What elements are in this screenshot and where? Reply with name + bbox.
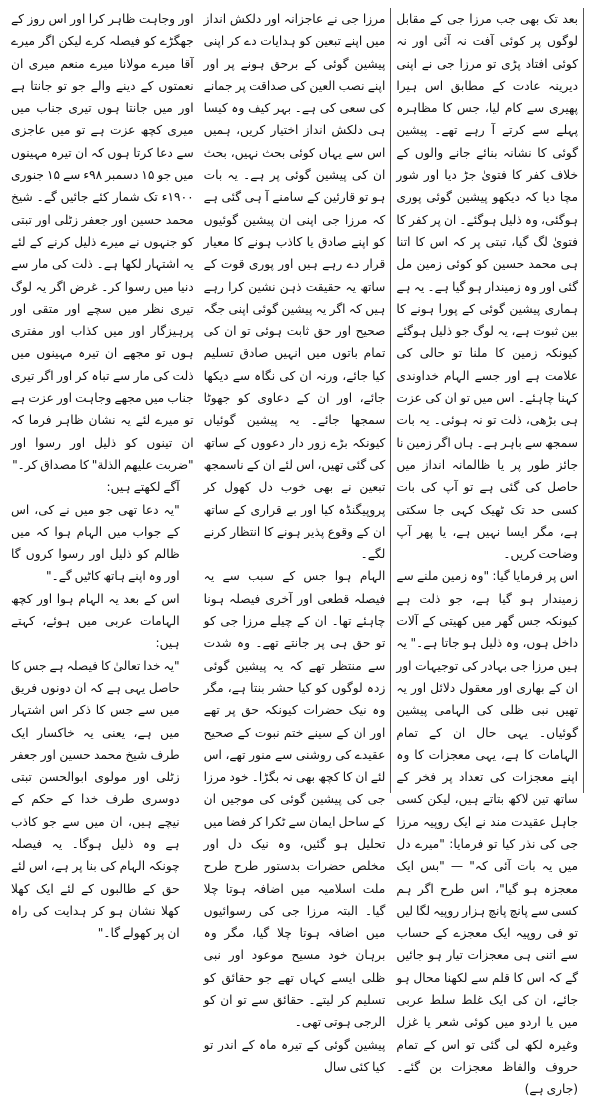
paragraph: اس کے بعد یہ الہام ہوا اور کچھ الہامات عربی میں ہوئے، کہتے ہیں: — [11, 591, 180, 651]
paragraph: اور وجاہت ظاہر کرا اور اس روز کے جھگڑے کو فیصلہ کرے لیکن اگر میرے آقا میرے مولانا میرے منعم میری ان نعمتوں کے دینے والے جو تو جانتا ہے اور میں جانتا ہوں تیری جناب میں میری کچھ عزت ہے تو میں عاجزی سے دعا کرتا ہوں کہ ان تیرہ مہینوں میں جو ۱۵ دسمبر ۹۸ء سے ۱۵ جنوری ۱۹۰۰ء تک شمار کئے جائیں گے۔ شیخ محمد حسین اور جعفر زٹلی اور تبتی کو جنہوں نے میرے ذلیل کرنے کے لئے یہ اشتہار لکھا ہے۔ ذلت کی مار سے دنیا میں رسوا کر۔ غرض اگر یہ لوگ تیری نظر میں سچے اور متقی اور پرہیزگار اور میں کذاب اور مفتری ہوں تو مجھے ان تیرہ مہینوں میں ذلت کی مار سے تباہ کر اور اگر تیری جناب میں مجھے وجاہت اور عزت ہے تو میرے لئے یہ نشان ظاہر فرما کہ ان تینوں کو ذلیل اور رسوا اور "ضربت علیھم الذلة" کا مصداق کر۔" — [11, 12, 194, 472]
paragraph: پیشین گوئی کے تیرہ ماہ کے اندر تو کیا کئی سال — [203, 1037, 386, 1074]
paragraph: بعد تک بھی جب مرزا جی کے مقابل لوگوں پر کوئی آفت نہ آئی اور نہ کوئی افتاد پڑی تو مرزا جی نے اپنی دیرینہ عادت کے مطابق اس ہیرا پھیری سے کام لیا، جس کا مظاہرہ پہلے سے کرتے آ رہے تھے۔ پیشین گوئی کا نشانہ بنائے جانے والوں کے خلاف کفر کا فتویٰ جڑ دیا اور شور مچا دیا کہ دیکھو پیشین گوئی پوری ہوگئی، وہ ذلیل ہوگئے۔ ان پر کفر کا فتویٰ لگ گیا، تبتی پر کہ اس کا اتنا ہی محمد حسین کو کوئی زمین مل گئی اور وہ زمیندار ہو گیا ہے۔ یہ ہے ہماری پیشین گوئی کے پورا ہونے کا بین ثبوت ہے، یہ لوگ جو ذلیل ہوگئے کیونکہ زمین کا ملنا تو حالی کی علامت ہے اور جسے الہام خداوندی کہنا چاہئے۔ اس میں تو ان کی عزت ہی بڑھی، ذلت تو نہ ہوئی۔ یہ بات سمجھ سے باہر ہے۔ ہاں اگر زمین نا جائز طور پر یا ظالمانہ انداز میں حاصل کی گئی ہے تو آپ کی بات کسی حد تک ٹھیک کہی جا سکتی ہے، مگر ایسا نہیں ہے، یا پھر آپ وضاحت کریں۔ — [396, 12, 579, 562]
column-middle — [199, 8, 392, 1074]
paragraph: مرزا جی نے عاجزانہ اور دلکش انداز میں اپنے تبعین کو ہدایات دے کر اپنی پیشین گوئی کے برحق ہونے پر اور اپنے نصب العین کی صداقت پر جمانے کی سعی کی ہے۔ بہر کیف وہ کیسا ہی دلکش انداز اختیار کریں، ہمیں اس سے یہاں کوئی بحث نہیں، بحث ان کی پیشین گوئی پر ہے۔ یہ بات ہو تو قارئین کے سامنے آ ہی گئی ہے کہ مرزا جی اپنی ان پیشین گوئیوں کو اپنے صادق یا کاذب ہونے کا معیار قرار دے رہے ہیں اور پوری قوت کے ساتھ یہ حقیقت ذہن نشین کرا رہے ہیں کہ اگر یہ پیشین گوئی اپنی جگہ صحیح اور حق ثابت ہوئی تو ان کی تمام باتوں میں انہیں صادق تسلیم کیا جائے، ورنہ ان کی نگاہ سے دیکھا جائے، اور ان کے دعاوی کو جھوٹا سمجھا جائے۔ یہ پیشین گوئیاں کیونکہ بڑے زور دار دعووں کے ساتھ کی گئی تھیں، اس لئے ان کے ناسمجھ تبعین نے بھی خوب دل کھول کر پروپیگنڈہ کیا اور بے قراری کے ساتھ ان کے وقوع پذیر ہونے کا انتظار کرنے لگے۔ — [203, 12, 386, 562]
column-left — [391, 8, 584, 1097]
paragraph: اس پر فرمایا گیا: "وہ زمین ملنے سے زمیندار ہو گیا ہے، جو ذلت ہے کیونکہ جس گھر میں کھیتی کے آلات داخل ہوں، وہ ذلیل ہو جاتا ہے۔" یہ ہیں مرزا جی بہادر کی توجیہات اور ان کے بھاری اور معقول دلائل اور یہ تھیں نبی ظلی کی الہامی پیشین گوئیاں۔ یہی حال ان کے تمام الہامات کا ہے، یہی معجزات کا وہ اپنے معجزات کی تعداد پر فخر کے ساتھ تین لاکھ بتاتے ہیں، لیکن کسی جاہل عقیدت مند نے ایک روپیہ مرزا جی کی نذر کیا تو فرمایا: "میرے دل میں یہ بات آئی کہ" — "بس ایک معجزہ ہو گیا"، اس طرح اگر ہم کسی سے پانچ پانچ ہزار روپیہ لگا لیں تو فی روپیہ ایک معجزے کے حساب سے اتنی ہی معجزات تیار ہو جائیں گے کہ اس کا قلم سے لکھنا محال ہو جائے، ان کی ایک غلط سلط عربی میں یا اردو میں کوئی شعر یا غزل وغیرہ لکھ لی گئی تو اس کے تمام حروف والفاظ معجزات بن گئے۔ (جاری ہے) — [396, 569, 579, 1097]
paragraph: الہام ہوا جس کے سبب سے یہ فیصلہ قطعی اور آخری فیصلہ ہونا چاہئے تھا۔ ان کے چیلے مرزا جی کو تو حق ہی پر جانتے تھے۔ وہ شدت سے منتظر تھے کہ یہ پیشین گوئی زدہ لوگوں کو کیا حشر بنتا ہے، مگر وہ نیک حضرات کیونکہ حق پر تھے اور ان کے سینے ختم نبوت کے صحیح عقیدے کی روشنی سے منور تھے، اس لئے ان کا کچھ بھی نہ بگڑا۔ خود مرزا جی کی پیشین گوئی کی موجیں ان کے ساحل ایمان سے ٹکرا کر فضا میں تحلیل ہو گئیں، وہ نیک دل اور مخلص حضرات بدستور طرح طرح ملت اسلامیہ میں اضافہ ہوتا چلا گیا۔ البتہ مرزا جی کی رسوائیوں میں اضافہ ہوتا چلا گیا، مگر وہ برہان خود مسیح موعود اور نبی ظلی ایسے کہاں تھے جو حقائق کو تسلیم کر لیتے۔ حقائق سے تو ان کو الرجی ہوتی تھی۔ — [203, 569, 386, 1030]
quote-paragraph: "یہ خدا تعالیٰ کا فیصلہ ہے جس کا حاصل یہی ہے کہ ان دونوں فریق میں سے جس کا ذکر اس اشتہار میں ہے، یعنی یہ خاکسار ایک طرف شیخ محمد حسین اور جعفر زٹلی اور مولوی ابوالحسن تبتی دوسری طرف خدا کے حکم کے نیچے ہیں، ان میں سے جو کاذب ہے وہ ذلیل ہوگا۔ یہ فیصلہ چونکہ الہام کی بنا پر ہے، اس لئے حق کے طالبوں کے لئے ایک کھلا کھلا نشان ہو کر ہدایت کی راہ ان پر کھولے گا۔" — [11, 658, 180, 941]
column-right — [6, 8, 199, 941]
paragraph: آگے لکھتے ہیں: — [106, 480, 180, 495]
quote-paragraph: "یہ دعا تھی جو میں نے کی، اس کے جواب میں الہام ہوا کہ میں ظالم کو ذلیل اور رسوا کروں گا اور وہ اپنے ہاتھ کاٹیں گے۔" — [11, 502, 180, 584]
